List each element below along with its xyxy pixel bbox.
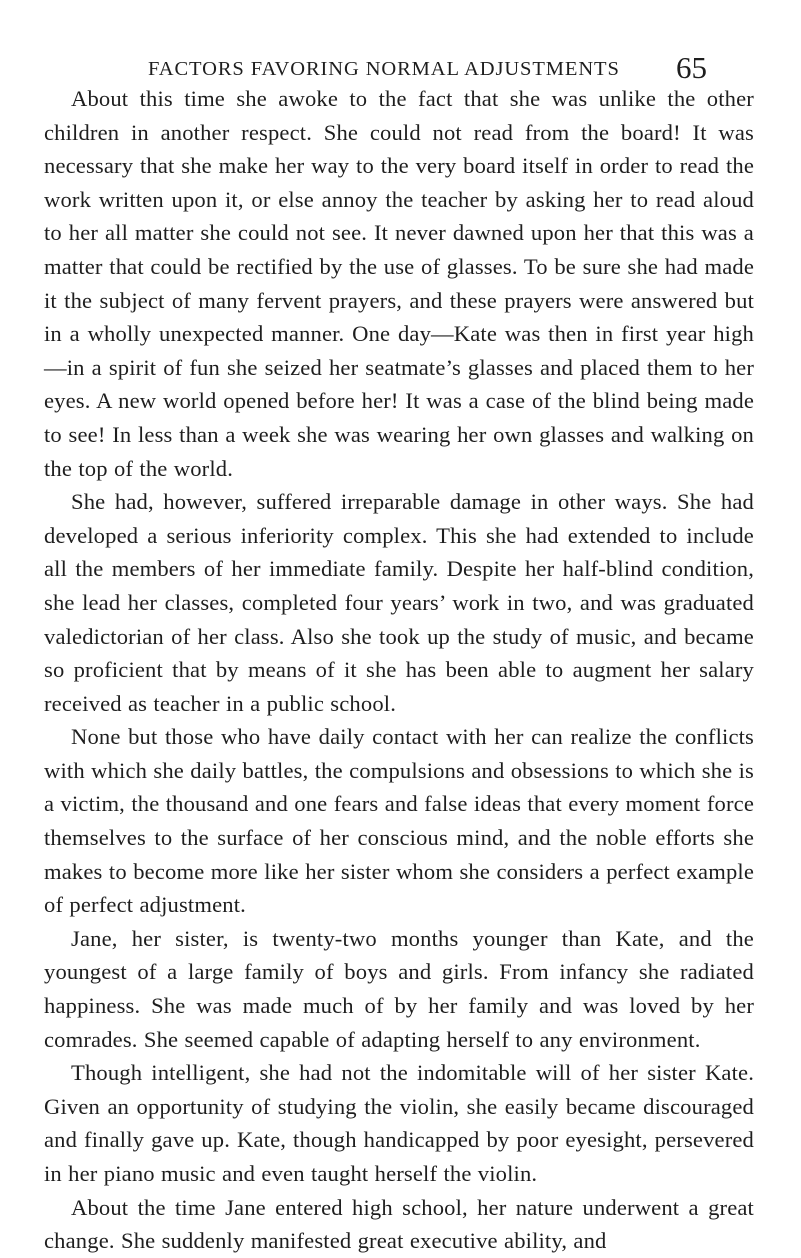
paragraph-violin: Though intelligent, she had not the indomitable will of her sister Kate. Given an opportunity of studying the violin, she easily became discouraged and finally gave up. Kate, though handicapped by poor eyesight, persevered in her piano music and even taught herself the violin. bbox=[44, 1060, 754, 1186]
paragraph-inferiority-complex: She had, however, suffered irreparable damage in other ways. She had developed a serious inferiority complex. This she had extended to include all the members of her immediate family. Despite her half-blind condition, she lead her classes, completed four years’ work in two, and was graduated valedictorian of her class. Also she took up the study of music, and became so proficient that by means of it she has been able to augment her salary received as teacher in a public school. bbox=[44, 489, 754, 716]
running-title: FACTORS FAVORING NORMAL ADJUSTMENTS bbox=[148, 58, 620, 80]
body-text bbox=[44, 82, 754, 1258]
paragraph-conflicts: None but those who have daily contact with her can realize the conflicts with which she daily battles, the compulsions and obsessions to which she is a victim, the thousand and one fears and false ideas that every moment force themselves to the surface of her conscious mind, and the noble efforts she makes to become more like her sister whom she considers a perfect example of perfect adjustment. bbox=[44, 724, 754, 918]
paragraph-high-school: About the time Jane entered high school, her nature underwent a great change. She suddenly manifested great executive ability, and bbox=[44, 1194, 754, 1254]
page-number: 65 bbox=[676, 50, 707, 85]
paragraph-jane-intro: Jane, her sister, is twenty-two months younger than Kate, and the youngest of a large family of boys and girls. From infancy she radiated happiness. She was made much of by her family and was loved by her comrades. She seemed capable of adapting herself to any environment. bbox=[44, 925, 754, 1052]
paragraph-glasses: About this time she awoke to the fact that she was unlike the other children in another respect. She could not read from the board! It was necessary that she make her way to the very board itself in order to read the work written upon it, or else annoy the teacher by asking her to read aloud to her all matter she could not see. It never dawned upon her that this was a matter that could be rectified by the use of glasses. To be sure she had made it the subject of many fervent prayers, and these prayers were answered but in a wholly unexpected manner. One day—Kate was then in first year high—in a spirit of fun she seized her seatmate’s glasses and placed them to her eyes. A new world opened before her! It was a case of the blind being made to see! In less than a week she was wearing her own glasses and walking on the top of the world. bbox=[44, 86, 754, 481]
